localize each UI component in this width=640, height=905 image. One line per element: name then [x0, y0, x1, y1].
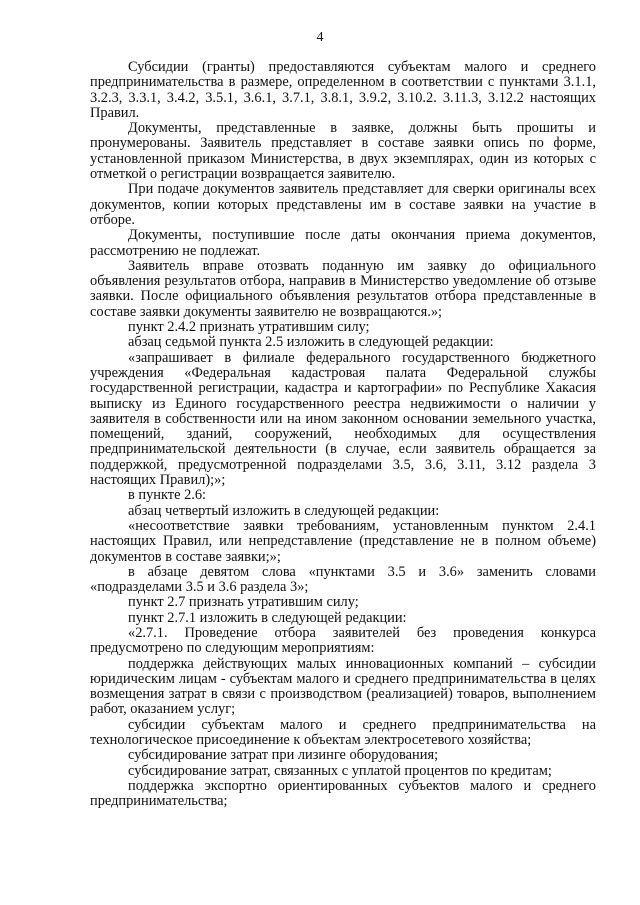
paragraph-withdraw-application: Заявитель вправе отозвать поданную им заявку до официального объявления результатов отбора, направив в Министерство уведомление об отзыве заявки. После официального объявления результатов отбора представленные в составе заявки документы заявителю не возвращаются.»; [90, 257, 596, 320]
paragraph-item-2-6-ninth: в абзаце девятом слова «пунктами 3.5 и 3.6» заменить словами «подразделами 3.5 и 3.6 раздела 3»; [90, 563, 596, 596]
paragraph-subsidy-amounts: Субсидии (гранты) предоставляются субъектам малого и среднего предпринимательства в размере, определенном в соответствии с пунктами 3.1.1, 3.2.3, 3.3.1, 3.4.2, 3.5.1, 3.6.1, 3.7.1, 3.8.1, 3.9.2, 3.10.2. 3.11.3, 3.12.2 настоящих Правил. [90, 59, 596, 121]
paragraph-export-support: поддержка экспортно ориентированных субъектов малого и среднего предпринимательства; [90, 777, 596, 810]
paragraph-item-2-6-text: «несоответствие заявки требованиям, установленным пунктом 2.4.1 настоящих Правил, или непредставление (представление не в полном объеме) документов в составе заявки;»; [90, 517, 596, 565]
paragraph-originals: При подаче документов заявитель представляет для сверки оригиналы всех документов, копии которых представлены им в составе заявки на участие в отборе. [90, 181, 596, 228]
paragraph-item-2-5-intro: абзац седьмой пункта 2.5 изложить в следующей редакции: [128, 334, 494, 351]
document-body [90, 60, 596, 810]
paragraph-item-2-4-2: пункт 2.4.2 признать утратившим силу; [128, 319, 370, 336]
paragraph-item-2-6: в пункте 2.6: [128, 487, 207, 504]
paragraph-leasing: субсидирование затрат при лизинге оборудования; [128, 747, 439, 764]
paragraph-innovation-support: поддержка действующих малых инновационных компаний – субсидии юридическим лицам - субъектам малого и среднего предпринимательства в целях возмещения затрат в связи с производством (реализацией) товаров, выполнением работ, оказанием услуг; [90, 655, 596, 718]
page-number: 4 [316, 30, 324, 45]
paragraph-item-2-5-text: «запрашивает в филиале федерального государственного бюджетного учреждения «Федеральная кадастровая палата Федеральной службы государственной регистрации, кадастра и картографии» по Республике Хакасия выписку из Единого государственного реестра недвижимости о наличии у заявителя в собственности или на ином законном основании земельного участка, помещений, зданий, сооружений, необходимых для осуществления предпринимательской деятельности (в случае, если заявитель обращается за поддержкой, предусмотренной подразделами 3.5, 3.6, 3.11, 3.12 раздела 3 настоящих Правил);»; [90, 349, 596, 489]
paragraph-item-2-6-intro: абзац четвертый изложить в следующей редакции: [128, 502, 440, 519]
paragraph-grid-connection: субсидии субъектам малого и среднего предпринимательства на технологическое присоединение к объектам электросетевого хозяйства; [90, 716, 596, 749]
paragraph-item-2-7-1-text: «2.7.1. Проведение отбора заявителей без проведения конкурса предусмотрено по следующим мероприятиям: [90, 624, 596, 657]
paragraph-documents-bound: Документы, представленные в заявке, должны быть прошиты и пронумерованы. Заявитель представляет в составе заявки опись по форме, установленной приказом Министерства, в двух экземплярах, один из которых с отметкой о регистрации возвращается заявителю. [90, 120, 596, 183]
paragraph-item-2-7: пункт 2.7 признать утратившим силу; [128, 594, 359, 611]
paragraph-item-2-7-1-intro: пункт 2.7.1 изложить в следующей редакции: [128, 609, 407, 626]
paragraph-late-documents: Документы, поступившие после даты окончания приема документов, рассмотрению не подлежат. [90, 227, 596, 259]
paragraph-credit-interest: субсидирование затрат, связанных с уплатой процентов по кредитам; [128, 762, 552, 779]
